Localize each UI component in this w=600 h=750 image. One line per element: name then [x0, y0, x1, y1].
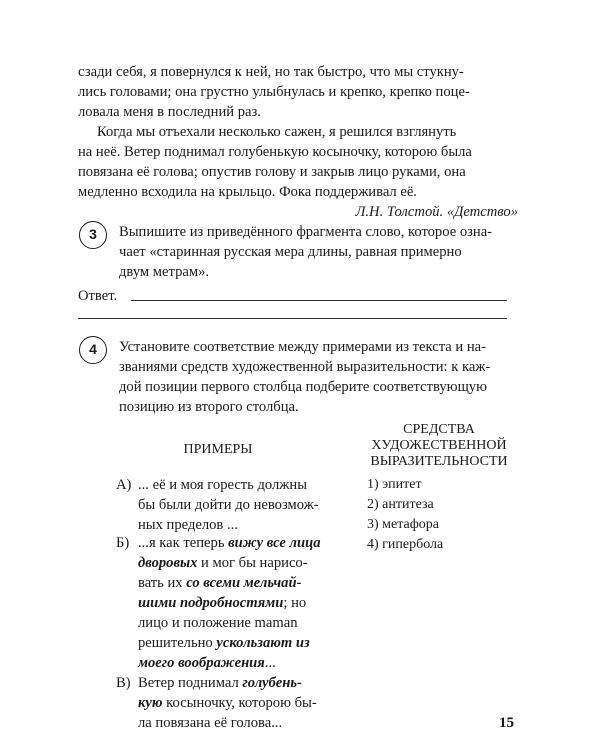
example-line — [138, 574, 301, 592]
task-text-line: Установите соответствие между примерами из текста и на- — [119, 339, 487, 355]
highlighted-phrase: кую — [138, 695, 163, 711]
example-line — [138, 594, 306, 612]
excerpt-line: сзади себя, я повернулся к ней, но так быстро, что мы стукну- — [78, 64, 464, 80]
excerpt-line: на неё. Ветер поднимал голубенькую косыночку, которою была — [78, 144, 472, 160]
example-line: ных пределов ... — [138, 517, 238, 533]
highlighted-phrase: моего воображения — [138, 655, 265, 671]
task-text-line: чает «старинная русская мера длины, равная примерно — [119, 244, 462, 260]
highlighted-phrase: ускользают из — [216, 635, 310, 651]
text-fragment: ; но — [283, 595, 307, 611]
page-number: 15 — [499, 715, 514, 731]
example-line — [138, 634, 310, 652]
task-number-badge: 4 — [79, 336, 107, 364]
option-item: 3) метафора — [367, 517, 440, 532]
highlighted-phrase: дворовых — [138, 555, 198, 571]
example-letter: А) — [116, 477, 132, 493]
excerpt-line: Когда мы отъехали несколько сажен, я решился взглянуть — [97, 124, 457, 140]
task-text-line: Выпишите из приведённого фрагмента слово, которое озна- — [119, 224, 493, 240]
example-line: ... её и моя горесть должны — [138, 477, 307, 493]
column-header-line: ХУДОЖЕСТВЕННОЙ — [371, 438, 507, 453]
example-line: лицо и положение maman — [138, 615, 298, 631]
example-line — [138, 694, 317, 712]
highlighted-phrase: шими подробностями — [138, 595, 284, 611]
column-header-examples: ПРИМЕРЫ — [183, 442, 253, 457]
option-item: 4) гипербола — [367, 537, 444, 552]
example-line: ла повязана её голова... — [138, 715, 283, 731]
text-fragment: ... — [264, 655, 276, 671]
text-fragment: косыночку, которою бы- — [162, 695, 317, 711]
task-text-line: дой позиции первого столбца подберите соответствующую — [119, 379, 487, 395]
column-header-line: ВЫРАЗИТЕЛЬНОСТИ — [370, 454, 508, 469]
task-number-badge: 3 — [79, 221, 107, 249]
text-fragment: ...я как теперь — [138, 535, 229, 551]
excerpt-line: медленно всходила на крыльцо. Фока поддерживал её. — [78, 184, 417, 200]
highlighted-phrase: со всеми мельчай- — [186, 575, 302, 591]
answer-line[interactable] — [131, 300, 507, 301]
example-line: бы были дойти до невозмож- — [138, 497, 319, 513]
text-fragment: вать их — [138, 575, 187, 591]
example-letter: В) — [116, 675, 131, 691]
highlighted-phrase: голубень- — [242, 675, 302, 691]
option-item: 1) эпитет — [367, 477, 422, 492]
option-item: 2) антитеза — [367, 497, 434, 512]
task-text-line: двум метрам». — [119, 264, 210, 280]
column-header-line: СРЕДСТВА — [403, 422, 475, 437]
attribution: Л.Н. Толстой. «Детство» — [355, 204, 518, 220]
example-line — [138, 654, 276, 672]
text-fragment: Ветер поднимал — [138, 675, 243, 691]
excerpt-line: лись головами; она грустно улыбнулась и крепко, крепко поце- — [78, 84, 470, 100]
excerpt-line: ловала меня в последний раз. — [78, 104, 261, 120]
example-line — [138, 674, 302, 692]
example-letter: Б) — [116, 535, 130, 551]
excerpt-line: повязана её голова; опустив голову и закрыв лицо руками, она — [78, 164, 466, 180]
highlighted-phrase: вижу все лица — [228, 535, 321, 551]
text-fragment: и мог бы нарисо- — [197, 555, 308, 571]
answer-label: Ответ. — [78, 288, 118, 304]
task-text-line: позицию из второго столбца. — [119, 399, 299, 415]
example-line — [138, 554, 308, 572]
answer-line[interactable] — [78, 318, 507, 319]
text-fragment: решительно — [138, 635, 217, 651]
example-line — [138, 534, 321, 552]
task-text-line: званиями средств художественной выразительности: к каж- — [119, 359, 491, 375]
